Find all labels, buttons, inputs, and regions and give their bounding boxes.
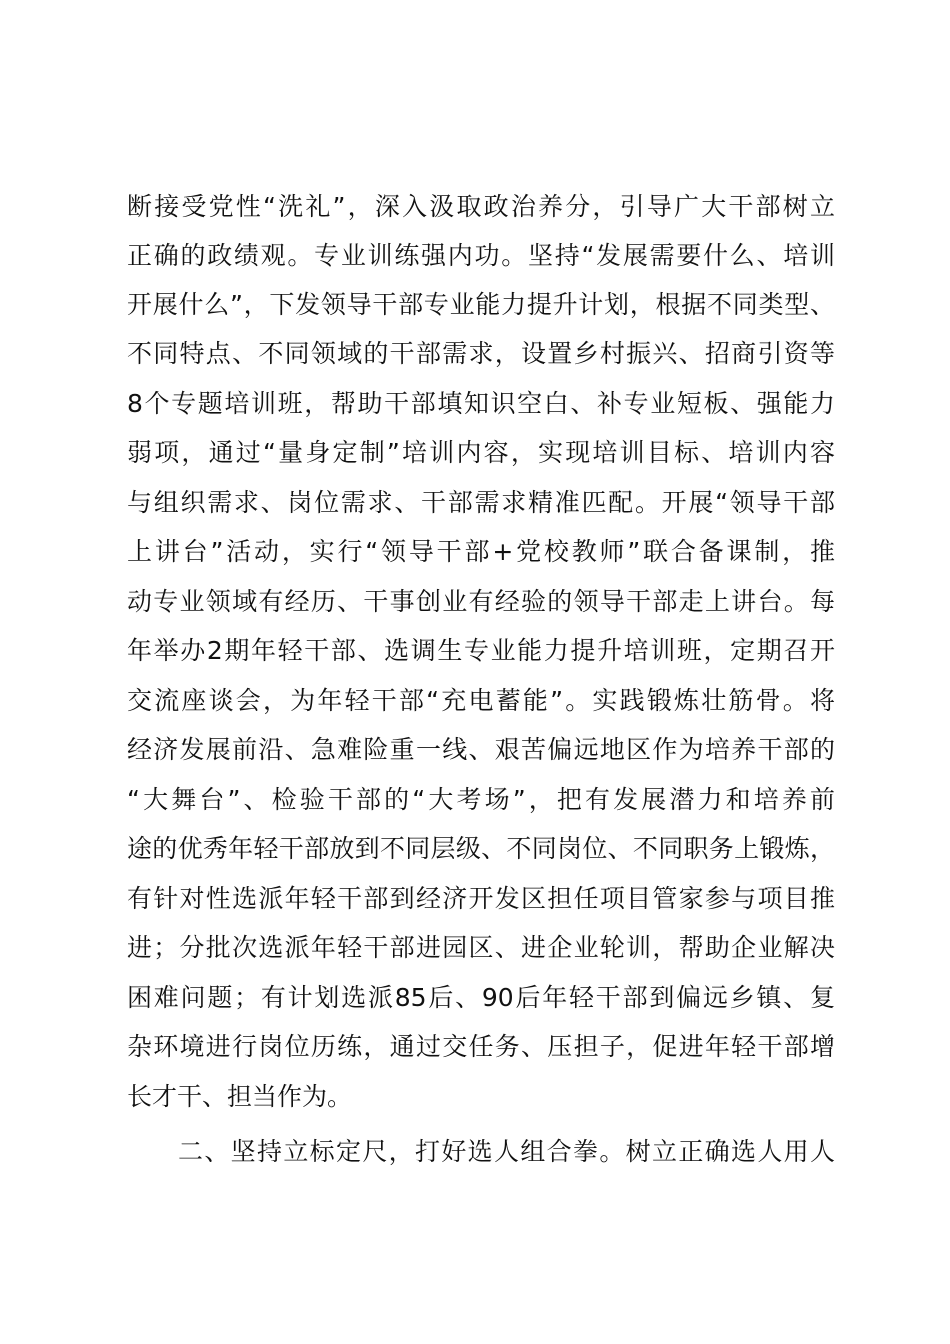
body-line: 困难问题；有计划选派85后、90后年轻干部到偏远乡镇、复 [127,983,835,1012]
body-line: 有针对性选派年轻干部到经济开发区担任项目管家参与项目推 [127,884,835,913]
body-line: 交流座谈会，为年轻干部“充电蓄能”。实践锻炼壮筋骨。将 [127,686,835,715]
body-line: 途的优秀年轻干部放到不同层级、不同岗位、不同职务上锻炼， [127,834,835,863]
body-line: 正确的政绩观。专业训练强内功。坚持“发展需要什么、培训 [127,241,835,270]
body-line: “大舞台”、检验干部的“大考场”，把有发展潜力和培养前 [127,785,835,814]
body-line: 动专业领域有经历、干事创业有经验的领导干部走上讲台。每 [127,587,835,616]
body-line: 不同特点、不同领域的干部需求，设置乡村振兴、招商引资等 [127,339,835,368]
body-line: 长才干、担当作为。 [127,1082,353,1111]
body-line: 年举办2期年轻干部、选调生专业能力提升培训班，定期召开 [127,636,835,665]
body-line: 上讲台”活动，实行“领导干部+党校教师”联合备课制，推 [127,537,835,566]
body-line: 断接受党性“洗礼”，深入汲取政治养分，引导广大干部树立 [127,192,835,221]
body-line: 开展什么”，下发领导干部专业能力提升计划，根据不同类型、 [127,290,835,319]
body-line: 进；分批次选派年轻干部进园区、进企业轮训，帮助企业解决 [127,933,835,962]
body-line: 弱项，通过“量身定制”培训内容，实现培训目标、培训内容 [127,438,835,467]
section-heading: 二、坚持立标定尺，打好选人组合拳。树立正确选人用人 [178,1137,835,1166]
body-line: 与组织需求、岗位需求、干部需求精准匹配。开展“领导干部 [127,488,835,517]
body-line: 8个专题培训班，帮助干部填知识空白、补专业短板、强能力 [127,389,835,418]
body-line: 经济发展前沿、急难险重一线、艰苦偏远地区作为培养干部的 [127,735,835,764]
body-line: 杂环境进行岗位历练，通过交任务、压担子，促进年轻干部增 [127,1032,835,1061]
